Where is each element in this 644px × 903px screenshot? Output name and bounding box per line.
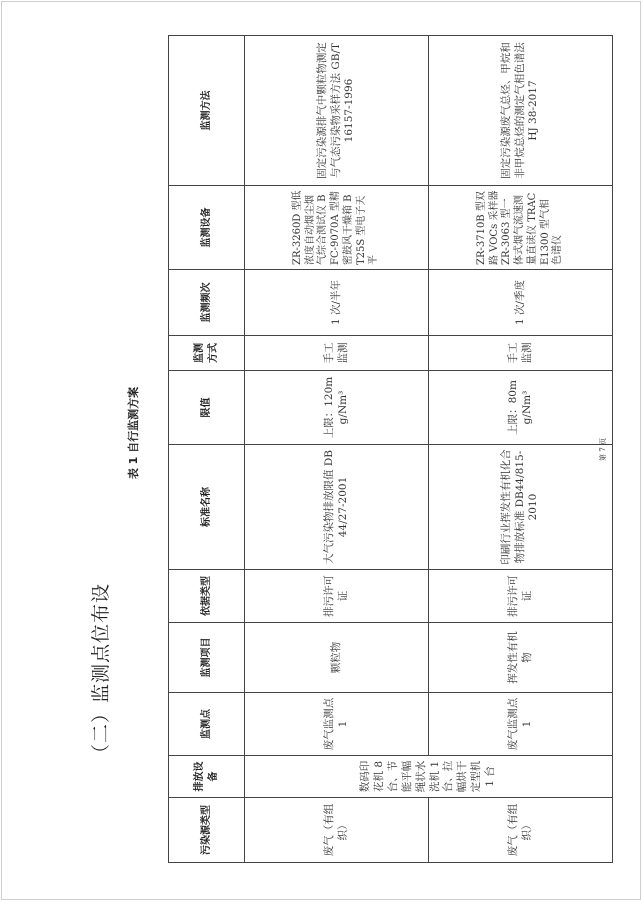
header-monitoring-frequency: 监测频次 [169, 270, 245, 336]
header-standard-name: 标准名称 [169, 445, 245, 570]
header-monitoring-device: 监测设备 [169, 186, 245, 270]
cell-item: 颗粒物 [245, 623, 429, 693]
cell-limit: 上限：80mg/Nm³ [429, 371, 613, 445]
header-limit: 限值 [169, 371, 245, 445]
section-heading: （二）监测点位布设 [90, 582, 112, 763]
cell-point: 废气监测点 1 [429, 693, 613, 756]
cell-method: 固定污染源排气中颗粒物测定与气态污染物采样方法 GB/T 16157-1996 [245, 36, 429, 186]
cell-device: ZR-3710B 型双路 VOCs 采样器 ZR-3063 型一体式烟气流速测量直读仪 TRACE1300 型气相色谱仪 [429, 186, 613, 270]
cell-limit: 上限：120mg/Nm³ [245, 371, 429, 445]
cell-basis: 排污许可证 [245, 570, 429, 623]
table-header-row [169, 36, 245, 863]
cell-method: 固定污染源废气总烃、甲烷和非甲烷总烃的测定气相色谱法 HJ 38-2017 [429, 36, 613, 186]
header-monitoring-method: 监测方法 [169, 36, 245, 186]
header-monitoring-point: 监测点 [169, 693, 245, 756]
cell-point: 废气监测点 1 [245, 693, 429, 756]
cell-equipment: 数码印花机 8 台、节能平幅绳状水洗机 1 台、拉幅烘干定型机 1 台 [245, 756, 613, 798]
table-title: 表 1 自行监测方案 [127, 386, 140, 480]
header-pollution-source-type: 污染源类型 [169, 798, 245, 863]
cell-mode: 手工监测 [245, 336, 429, 371]
table-row [245, 36, 429, 863]
header-monitoring-mode: 监测方式 [169, 336, 245, 371]
page-number: 第 7 页 [599, 438, 607, 461]
cell-item: 挥发性有机物 [429, 623, 613, 693]
monitoring-plan-table [168, 35, 613, 863]
cell-basis: 排污许可证 [429, 570, 613, 623]
header-emission-equipment: 排放设备 [169, 756, 245, 798]
header-basis-type: 依据类型 [169, 570, 245, 623]
cell-frequency: 1 次/半年 [245, 270, 429, 336]
cell-frequency: 1 次/季度 [429, 270, 613, 336]
table-row [429, 36, 613, 863]
cell-device: ZR-3260D 型低浓度自动烟尘烟气综合测试仪 BFC-9070A 型精密鼓风干燥箱 BT25S 型电子天平 [245, 186, 429, 270]
cell-mode: 手工监测 [429, 336, 613, 371]
cell-standard: 大气污染物排放限值 DB44/27-2001 [245, 445, 429, 570]
cell-standard: 印刷行业挥发性有机化合物排放标准 DB44/815-2010 [429, 445, 613, 570]
cell-type: 废气（有组织） [245, 798, 429, 863]
cell-type: 废气（有组织） [429, 798, 613, 863]
header-monitoring-item: 监测项目 [169, 623, 245, 693]
